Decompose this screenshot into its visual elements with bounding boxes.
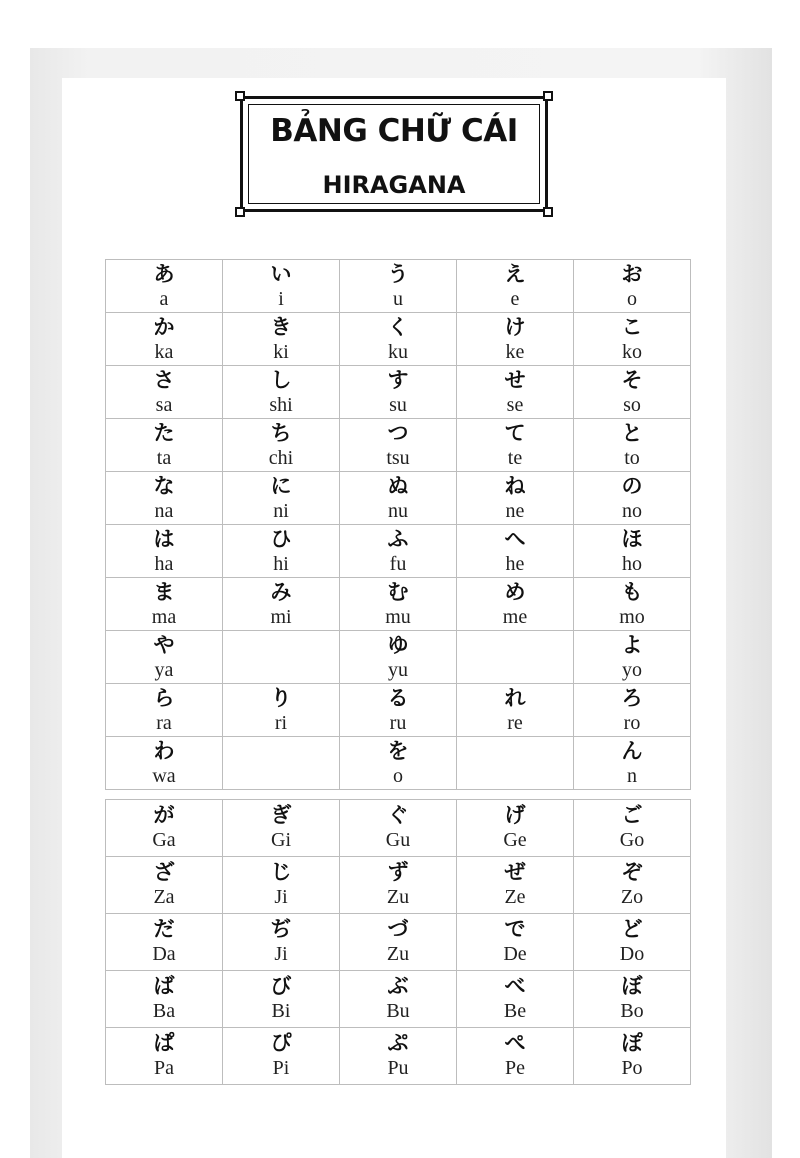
hiragana-character: ち: [270, 421, 292, 445]
hiragana-character: あ: [153, 262, 175, 286]
romaji-label: ru: [389, 712, 407, 734]
hiragana-character: ぎ: [270, 803, 292, 827]
hiragana-character: し: [270, 368, 292, 392]
kana-cell: [574, 313, 691, 366]
hiragana-character: す: [387, 368, 409, 392]
kana-cell: [574, 971, 691, 1028]
hiragana-character: ぴ: [270, 1031, 292, 1055]
kana-cell: [340, 366, 457, 419]
kana-cell: [106, 260, 223, 313]
kana-cell: [340, 800, 457, 857]
hiragana-character: を: [387, 739, 409, 763]
romaji-label: sa: [155, 394, 173, 416]
kana-cell: [457, 971, 574, 1028]
kana-cell: [340, 525, 457, 578]
hiragana-character: た: [153, 421, 175, 445]
hiragana-character: で: [504, 917, 526, 941]
romaji-label: Ba: [152, 1000, 176, 1022]
romaji-label: ta: [156, 447, 172, 469]
hiragana-character: ば: [153, 974, 175, 998]
hiragana-character: ぞ: [621, 860, 643, 884]
hiragana-character: ね: [504, 474, 526, 498]
table-row: [106, 971, 691, 1028]
kana-cell: [340, 631, 457, 684]
kana-cell: [223, 631, 340, 684]
frame-corner: [543, 207, 553, 217]
romaji-label: ya: [154, 659, 174, 681]
kana-cell: [457, 631, 574, 684]
kana-cell: [340, 260, 457, 313]
kana-cell: [457, 1028, 574, 1085]
hiragana-character: め: [504, 580, 526, 604]
voiced-table-body: [106, 800, 691, 1085]
hiragana-character: ゆ: [387, 633, 409, 657]
hiragana-character: べ: [504, 974, 526, 998]
table-row: [106, 419, 691, 472]
romaji-label: mi: [270, 606, 292, 628]
romaji-label: ke: [505, 341, 525, 363]
table-row: [106, 578, 691, 631]
kana-cell: [106, 914, 223, 971]
romaji-label: Pi: [272, 1057, 290, 1079]
table-row: [106, 366, 691, 419]
table-row: [106, 737, 691, 790]
kana-cell: [223, 800, 340, 857]
hiragana-character: ら: [153, 686, 175, 710]
title-frame: [240, 96, 548, 212]
hiragana-voiced-table: [105, 799, 691, 1085]
kana-cell: [457, 800, 574, 857]
kana-cell: [457, 578, 574, 631]
romaji-label: Zo: [620, 886, 644, 908]
kana-cell: [223, 472, 340, 525]
romaji-label: u: [393, 288, 403, 310]
kana-cell: [574, 800, 691, 857]
hiragana-character: ぽ: [621, 1031, 643, 1055]
kana-cell: [574, 914, 691, 971]
kana-cell: [340, 857, 457, 914]
kana-cell: [457, 525, 574, 578]
kana-cell: [574, 857, 691, 914]
romaji-label: Pu: [387, 1057, 409, 1079]
frame-corner: [235, 207, 245, 217]
kana-cell: [457, 366, 574, 419]
romaji-label: Da: [152, 943, 176, 965]
hiragana-character: え: [504, 262, 526, 286]
kana-cell: [340, 737, 457, 790]
romaji-label: to: [624, 447, 640, 469]
romaji-label: ki: [273, 341, 289, 363]
hiragana-character: ふ: [387, 527, 409, 551]
hiragana-character: び: [270, 974, 292, 998]
kana-cell: [223, 525, 340, 578]
hiragana-character: ざ: [153, 860, 175, 884]
romaji-label: ne: [505, 500, 525, 522]
romaji-label: Be: [503, 1000, 527, 1022]
kana-cell: [106, 366, 223, 419]
romaji-label: ho: [622, 553, 642, 575]
hiragana-character: ろ: [621, 686, 643, 710]
hiragana-character: き: [270, 315, 292, 339]
kana-cell: [340, 1028, 457, 1085]
kana-cell: [106, 857, 223, 914]
romaji-label: ni: [273, 500, 289, 522]
hiragana-character: に: [270, 474, 292, 498]
hiragana-character: と: [621, 421, 643, 445]
romaji-label: wa: [152, 765, 176, 787]
romaji-label: na: [154, 500, 174, 522]
romaji-label: se: [506, 394, 524, 416]
romaji-label: mo: [619, 606, 645, 628]
hiragana-character: ひ: [270, 527, 292, 551]
hiragana-character: も: [621, 580, 643, 604]
kana-cell: [223, 684, 340, 737]
page-title: BẢNG CHỮ CÁI: [270, 113, 518, 149]
kana-cell: [457, 914, 574, 971]
hiragana-character: て: [504, 421, 526, 445]
hiragana-character: へ: [504, 527, 526, 551]
table-row: [106, 472, 691, 525]
hiragana-character: り: [270, 686, 292, 710]
romaji-label: Ji: [274, 943, 288, 965]
kana-cell: [574, 1028, 691, 1085]
hiragana-character: ま: [153, 580, 175, 604]
kana-cell: [223, 737, 340, 790]
romaji-label: hi: [273, 553, 289, 575]
romaji-label: Bu: [386, 1000, 410, 1022]
hiragana-character: ぶ: [387, 974, 409, 998]
romaji-label: fu: [389, 553, 407, 575]
romaji-label: ko: [622, 341, 642, 363]
kana-cell: [223, 1028, 340, 1085]
romaji-label: yo: [622, 659, 642, 681]
romaji-label: ma: [151, 606, 177, 628]
hiragana-character: ぺ: [504, 1031, 526, 1055]
table-row: [106, 525, 691, 578]
romaji-label: ra: [156, 712, 172, 734]
hiragana-basic-table: [105, 259, 691, 790]
kana-cell: [223, 971, 340, 1028]
hiragana-character: づ: [387, 917, 409, 941]
kana-cell: [457, 419, 574, 472]
kana-cell: [457, 313, 574, 366]
hiragana-character: げ: [504, 803, 526, 827]
kana-cell: [574, 578, 691, 631]
kana-cell: [223, 914, 340, 971]
hiragana-character: じ: [270, 860, 292, 884]
romaji-label: Ga: [152, 829, 176, 851]
romaji-label: re: [507, 712, 523, 734]
romaji-label: Ge: [503, 829, 527, 851]
kana-cell: [574, 737, 691, 790]
kana-cell: [340, 684, 457, 737]
romaji-label: i: [278, 288, 284, 310]
kana-cell: [106, 737, 223, 790]
hiragana-character: わ: [153, 739, 175, 763]
romaji-label: Ze: [504, 886, 526, 908]
hiragana-character: さ: [153, 368, 175, 392]
kana-cell: [106, 1028, 223, 1085]
romaji-label: Gi: [271, 829, 291, 851]
kana-cell: [574, 525, 691, 578]
romaji-label: Bo: [620, 1000, 644, 1022]
romaji-label: so: [623, 394, 641, 416]
hiragana-character: こ: [621, 315, 643, 339]
romaji-label: Go: [619, 829, 645, 851]
romaji-label: yu: [388, 659, 408, 681]
table-row: [106, 914, 691, 971]
hiragana-character: れ: [504, 686, 526, 710]
frame-corner: [235, 91, 245, 101]
romaji-label: Zu: [386, 886, 410, 908]
hiragana-character: が: [153, 803, 175, 827]
hiragana-character: せ: [504, 368, 526, 392]
hiragana-character: ん: [621, 739, 643, 763]
romaji-label: ha: [154, 553, 174, 575]
hiragana-character: ど: [621, 917, 643, 941]
kana-cell: [106, 631, 223, 684]
kana-cell: [574, 419, 691, 472]
kana-cell: [223, 260, 340, 313]
kana-cell: [106, 419, 223, 472]
table-row: [106, 857, 691, 914]
kana-cell: [340, 419, 457, 472]
hiragana-character: ぱ: [153, 1031, 175, 1055]
kana-cell: [574, 366, 691, 419]
kana-cell: [574, 260, 691, 313]
romaji-label: Do: [619, 943, 645, 965]
romaji-label: Za: [153, 886, 175, 908]
romaji-label: Gu: [385, 829, 411, 851]
kana-cell: [574, 631, 691, 684]
table-row: [106, 260, 691, 313]
kana-cell: [340, 313, 457, 366]
hiragana-character: か: [153, 315, 175, 339]
romaji-label: a: [159, 288, 169, 310]
hiragana-character: ぢ: [270, 917, 292, 941]
hiragana-character: み: [270, 580, 292, 604]
table-row: [106, 631, 691, 684]
kana-cell: [223, 419, 340, 472]
hiragana-character: む: [387, 580, 409, 604]
kana-cell: [223, 857, 340, 914]
romaji-label: ri: [274, 712, 288, 734]
page-subtitle: HIRAGANA: [322, 171, 466, 199]
romaji-label: he: [505, 553, 525, 575]
romaji-label: su: [389, 394, 407, 416]
romaji-label: nu: [388, 500, 408, 522]
hiragana-character: く: [387, 315, 409, 339]
hiragana-character: だ: [153, 917, 175, 941]
kana-cell: [340, 472, 457, 525]
kana-cell: [457, 857, 574, 914]
kana-cell: [457, 260, 574, 313]
hiragana-character: や: [153, 633, 175, 657]
hiragana-character: け: [504, 315, 526, 339]
romaji-label: mu: [385, 606, 411, 628]
table-row: [106, 684, 691, 737]
romaji-label: Pe: [505, 1057, 525, 1079]
kana-cell: [457, 684, 574, 737]
romaji-label: Po: [621, 1057, 643, 1079]
hiragana-character: い: [270, 262, 292, 286]
hiragana-character: ぷ: [387, 1031, 409, 1055]
hiragana-character: ず: [387, 860, 409, 884]
romaji-label: Zu: [386, 943, 410, 965]
romaji-label: ro: [623, 712, 641, 734]
kana-cell: [223, 366, 340, 419]
hiragana-character: ほ: [621, 527, 643, 551]
kana-cell: [106, 684, 223, 737]
romaji-label: te: [507, 447, 523, 469]
hiragana-character: ぜ: [504, 860, 526, 884]
kana-cell: [223, 578, 340, 631]
frame-corner: [543, 91, 553, 101]
hiragana-character: お: [621, 262, 643, 286]
hiragana-character: ぬ: [387, 474, 409, 498]
romaji-label: e: [510, 288, 520, 310]
romaji-label: n: [627, 765, 637, 787]
hiragana-character: る: [387, 686, 409, 710]
romaji-label: no: [622, 500, 642, 522]
kana-cell: [106, 800, 223, 857]
romaji-label: Pa: [154, 1057, 174, 1079]
hiragana-character: よ: [621, 633, 643, 657]
kana-cell: [574, 472, 691, 525]
romaji-label: chi: [268, 447, 294, 469]
kana-cell: [340, 578, 457, 631]
hiragana-character: ご: [621, 803, 643, 827]
kana-cell: [106, 578, 223, 631]
romaji-label: o: [393, 765, 403, 787]
kana-cell: [223, 313, 340, 366]
hiragana-character: そ: [621, 368, 643, 392]
kana-cell: [106, 971, 223, 1028]
kana-cell: [106, 472, 223, 525]
romaji-label: ku: [388, 341, 408, 363]
romaji-label: shi: [269, 394, 293, 416]
kana-cell: [457, 737, 574, 790]
kana-cell: [574, 684, 691, 737]
romaji-label: Ji: [274, 886, 288, 908]
romaji-label: tsu: [386, 447, 410, 469]
romaji-label: o: [627, 288, 637, 310]
kana-cell: [106, 313, 223, 366]
kana-cell: [340, 971, 457, 1028]
hiragana-character: つ: [387, 421, 409, 445]
table-row: [106, 1028, 691, 1085]
hiragana-character: な: [153, 474, 175, 498]
hiragana-character: ぐ: [387, 803, 409, 827]
romaji-label: De: [503, 943, 527, 965]
kana-cell: [340, 914, 457, 971]
table-row: [106, 800, 691, 857]
table-row: [106, 313, 691, 366]
hiragana-character: の: [621, 474, 643, 498]
romaji-label: ka: [154, 341, 174, 363]
kana-cell: [106, 525, 223, 578]
basic-table-body: [106, 260, 691, 790]
kana-cell: [457, 472, 574, 525]
hiragana-character: う: [387, 262, 409, 286]
hiragana-character: ぼ: [621, 974, 643, 998]
romaji-label: Bi: [271, 1000, 291, 1022]
hiragana-character: は: [153, 527, 175, 551]
romaji-label: me: [502, 606, 528, 628]
